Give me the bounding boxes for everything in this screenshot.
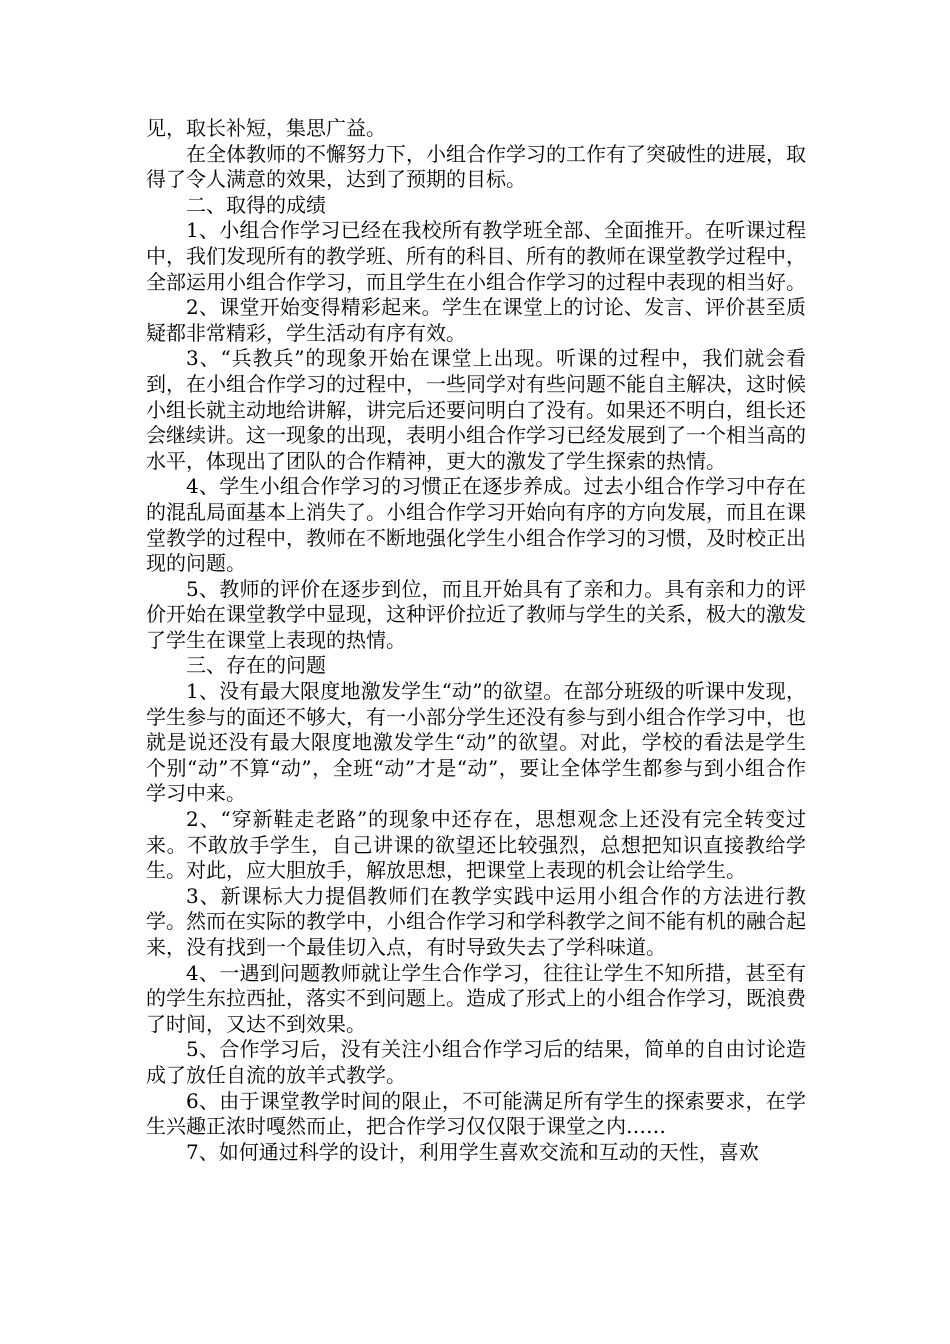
paragraph-continuation: 见，取长补短，集思广益。 — [146, 116, 386, 140]
problem-item-3: 3、新课标大力提倡教师们在教学实践中运用小组合作的方法进行教学。然而在实际的教学中，小组合作学习和学科教学之间不能有机的融合起来，没有找到一个最佳切入点，有时导致失去了学科味道。 — [146, 883, 806, 959]
problem-item-1: 1、没有最大限度地激发学生“动”的欲望。在部分班级的听课中发现，学生参与的面还不够大，有一小部分学生还没有参与到小组合作学习中，也就是说还没有最大限度地激发学生“动”的欲望。对此，学校的看法是学生个别“动”不算“动”，全班“动”才是“动”，要让全体学生都参与到小组合作学习中来。 — [146, 679, 806, 806]
section-heading-achievements: 二、取得的成绩 — [186, 192, 326, 217]
achievement-item-1: 1、小组合作学习已经在我校所有教学班全部、全面推开。在听课过程中，我们发现所有的教学班、所有的科目、所有的教师在课堂教学过程中，全部运用小组合作学习，而且学生在小组合作学习的过程中表现的相当好。 — [146, 218, 806, 294]
problem-item-5: 5、合作学习后，没有关注小组合作学习后的结果，简单的自由讨论造成了放任自流的放羊式教学。 — [146, 1037, 806, 1087]
paragraph-effort-summary: 在全体教师的不懈努力下，小组合作学习的工作有了突破性的进展，取得了令人满意的效果，达到了预期的目标。 — [146, 141, 806, 192]
achievement-item-5: 5、教师的评价在逐步到位，而且开始具有了亲和力。具有亲和力的评价开始在课堂教学中显现，这种评价拉近了教师与学生的关系，极大的激发了学生在课堂上表现的热情。 — [146, 576, 806, 652]
problem-item-6: 6、由于课堂教学时间的限止，不可能满足所有学生的探索要求，在学生兴趣正浓时嘎然而止，把合作学习仅仅限于课堂之内…… — [146, 1088, 806, 1139]
problem-item-7: 7、如何通过科学的设计，利用学生喜欢交流和互动的天性，喜欢 — [186, 1139, 759, 1164]
achievement-item-3: 3、“兵教兵”的现象开始在课堂上出现。听课的过程中，我们就会看到，在小组合作学习的过程中，一些同学对有些问题不能自主解决，这时候小组长就主动地给讲解，讲完后还要问明白了没有。如果还不明白，组长还会继续讲。这一现象的出现，表明小组合作学习已经发展到了一个相当高的水平，体现出了团队的合作精神，更大的激发了学生探索的热情。 — [146, 346, 806, 473]
problem-item-4: 4、一遇到问题教师就让学生合作学习，往往让学生不知所措，甚至有的学生东拉西扯，落实不到问题上。造成了形式上的小组合作学习，既浪费了时间，又达不到效果。 — [146, 960, 806, 1036]
achievement-item-2: 2、课堂开始变得精彩起来。学生在课堂上的讨论、发言、评价甚至质疑都非常精彩，学生活动有序有效。 — [146, 295, 806, 345]
achievement-item-4: 4、学生小组合作学习的习惯正在逐步养成。过去小组合作学习中存在的混乱局面基本上消失了。小组合作学习开始向有序的方向发展，而且在课堂教学的过程中，教师在不断地强化学生小组合作学习的习惯，及时校正出现的问题。 — [146, 474, 806, 576]
section-heading-problems: 三、存在的问题 — [186, 653, 326, 678]
problem-item-2: 2、“穿新鞋走老路”的现象中还存在，思想观念上还没有完全转变过来。不敢放手学生，自己讲课的欲望还比较强烈，总想把知识直接教给学生。对此，应大胆放手，解放思想，把课堂上表现的机会让给学生。 — [146, 807, 806, 883]
document-body — [146, 116, 806, 1165]
